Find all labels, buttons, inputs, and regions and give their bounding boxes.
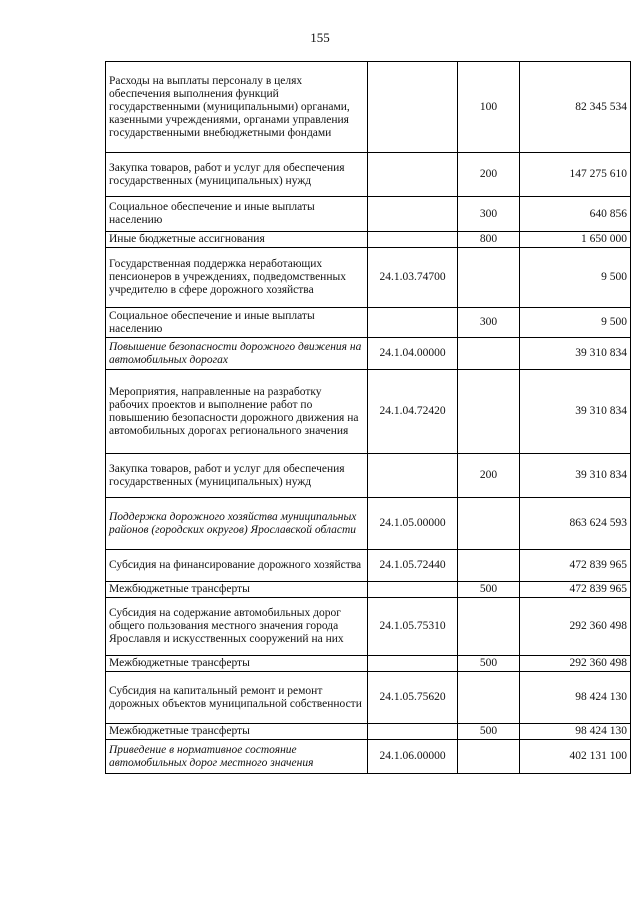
table-row [106, 338, 631, 370]
row-amount-cell: 402 131 100 [520, 740, 631, 774]
row-name-cell: Межбюджетные трансферты [106, 724, 368, 740]
row-type-cell [458, 248, 520, 308]
table-row [106, 498, 631, 550]
row-type-cell: 800 [458, 232, 520, 248]
row-amount-cell: 863 624 593 [520, 498, 631, 550]
row-code-cell: 24.1.04.00000 [368, 338, 458, 370]
row-name-cell: Государственная поддержка неработающих пенсионеров в учреждениях, подведомственных учредителю в сфере дорожного хозяйства [106, 248, 368, 308]
row-type-cell: 500 [458, 582, 520, 598]
table-row [106, 454, 631, 498]
budget-table-body [106, 62, 631, 774]
table-row [106, 582, 631, 598]
row-amount-cell: 292 360 498 [520, 656, 631, 672]
table-row [106, 308, 631, 338]
table-row [106, 153, 631, 197]
row-name-cell: Субсидия на капитальный ремонт и ремонт дорожных объектов муниципальной собственности [106, 672, 368, 724]
row-name-cell: Повышение безопасности дорожного движения на автомобильных дорогах [106, 338, 368, 370]
row-code-cell [368, 197, 458, 232]
table-row [106, 370, 631, 454]
row-type-cell: 300 [458, 308, 520, 338]
row-amount-cell: 292 360 498 [520, 598, 631, 656]
row-code-cell: 24.1.04.72420 [368, 370, 458, 454]
row-code-cell: 24.1.06.00000 [368, 740, 458, 774]
row-name-cell: Субсидия на финансирование дорожного хозяйства [106, 550, 368, 582]
row-amount-cell: 472 839 965 [520, 582, 631, 598]
row-code-cell: 24.1.03.74700 [368, 248, 458, 308]
table-row [106, 232, 631, 248]
row-name-cell: Иные бюджетные ассигнования [106, 232, 368, 248]
row-type-cell: 500 [458, 724, 520, 740]
row-type-cell [458, 740, 520, 774]
row-code-cell [368, 62, 458, 153]
row-name-cell: Мероприятия, направленные на разработку рабочих проектов и выполнение работ по повышению безопасности дорожного движения на автомобильных дорогах регионального значения [106, 370, 368, 454]
row-type-cell: 200 [458, 153, 520, 197]
table-row [106, 740, 631, 774]
row-type-cell [458, 672, 520, 724]
row-code-cell: 24.1.05.00000 [368, 498, 458, 550]
row-type-cell: 200 [458, 454, 520, 498]
row-amount-cell: 9 500 [520, 308, 631, 338]
table-row [106, 62, 631, 153]
table-row [106, 550, 631, 582]
row-amount-cell: 9 500 [520, 248, 631, 308]
row-type-cell [458, 338, 520, 370]
row-amount-cell: 147 275 610 [520, 153, 631, 197]
row-type-cell [458, 550, 520, 582]
row-name-cell: Приведение в нормативное состояние автомобильных дорог местного значения [106, 740, 368, 774]
row-amount-cell: 1 650 000 [520, 232, 631, 248]
row-code-cell: 24.1.05.72440 [368, 550, 458, 582]
row-code-cell [368, 454, 458, 498]
row-name-cell: Субсидия на содержание автомобильных дорог общего пользования местного значения города Ярославля и искусственных сооружений на них [106, 598, 368, 656]
row-amount-cell: 98 424 130 [520, 724, 631, 740]
budget-table [105, 61, 631, 774]
row-amount-cell: 39 310 834 [520, 454, 631, 498]
row-type-cell [458, 498, 520, 550]
row-type-cell: 500 [458, 656, 520, 672]
row-type-cell [458, 370, 520, 454]
row-code-cell [368, 232, 458, 248]
row-code-cell [368, 308, 458, 338]
row-amount-cell: 472 839 965 [520, 550, 631, 582]
table-row [106, 598, 631, 656]
row-code-cell: 24.1.05.75620 [368, 672, 458, 724]
row-code-cell [368, 153, 458, 197]
row-name-cell: Закупка товаров, работ и услуг для обеспечения государственных (муниципальных) нужд [106, 454, 368, 498]
row-code-cell [368, 656, 458, 672]
row-amount-cell: 82 345 534 [520, 62, 631, 153]
row-name-cell: Поддержка дорожного хозяйства муниципальных районов (городских округов) Ярославской области [106, 498, 368, 550]
row-amount-cell: 39 310 834 [520, 370, 631, 454]
row-name-cell: Межбюджетные трансферты [106, 582, 368, 598]
row-amount-cell: 98 424 130 [520, 672, 631, 724]
row-name-cell: Социальное обеспечение и иные выплаты населению [106, 308, 368, 338]
row-name-cell: Закупка товаров, работ и услуг для обеспечения государственных (муниципальных) нужд [106, 153, 368, 197]
table-row [106, 197, 631, 232]
page-number: 155 [310, 30, 330, 45]
row-amount-cell: 39 310 834 [520, 338, 631, 370]
table-row [106, 656, 631, 672]
row-type-cell [458, 598, 520, 656]
row-code-cell [368, 724, 458, 740]
table-row [106, 672, 631, 724]
row-code-cell [368, 582, 458, 598]
table-row [106, 724, 631, 740]
row-name-cell: Социальное обеспечение и иные выплаты населению [106, 197, 368, 232]
row-type-cell: 300 [458, 197, 520, 232]
row-amount-cell: 640 856 [520, 197, 631, 232]
table-row [106, 248, 631, 308]
row-type-cell: 100 [458, 62, 520, 153]
row-name-cell: Межбюджетные трансферты [106, 656, 368, 672]
row-code-cell: 24.1.05.75310 [368, 598, 458, 656]
row-name-cell: Расходы на выплаты персоналу в целях обеспечения выполнения функций государственными (муниципальными) органами, казенными учреждениями, органами управления государственными внебюджетными фондами [106, 62, 368, 153]
